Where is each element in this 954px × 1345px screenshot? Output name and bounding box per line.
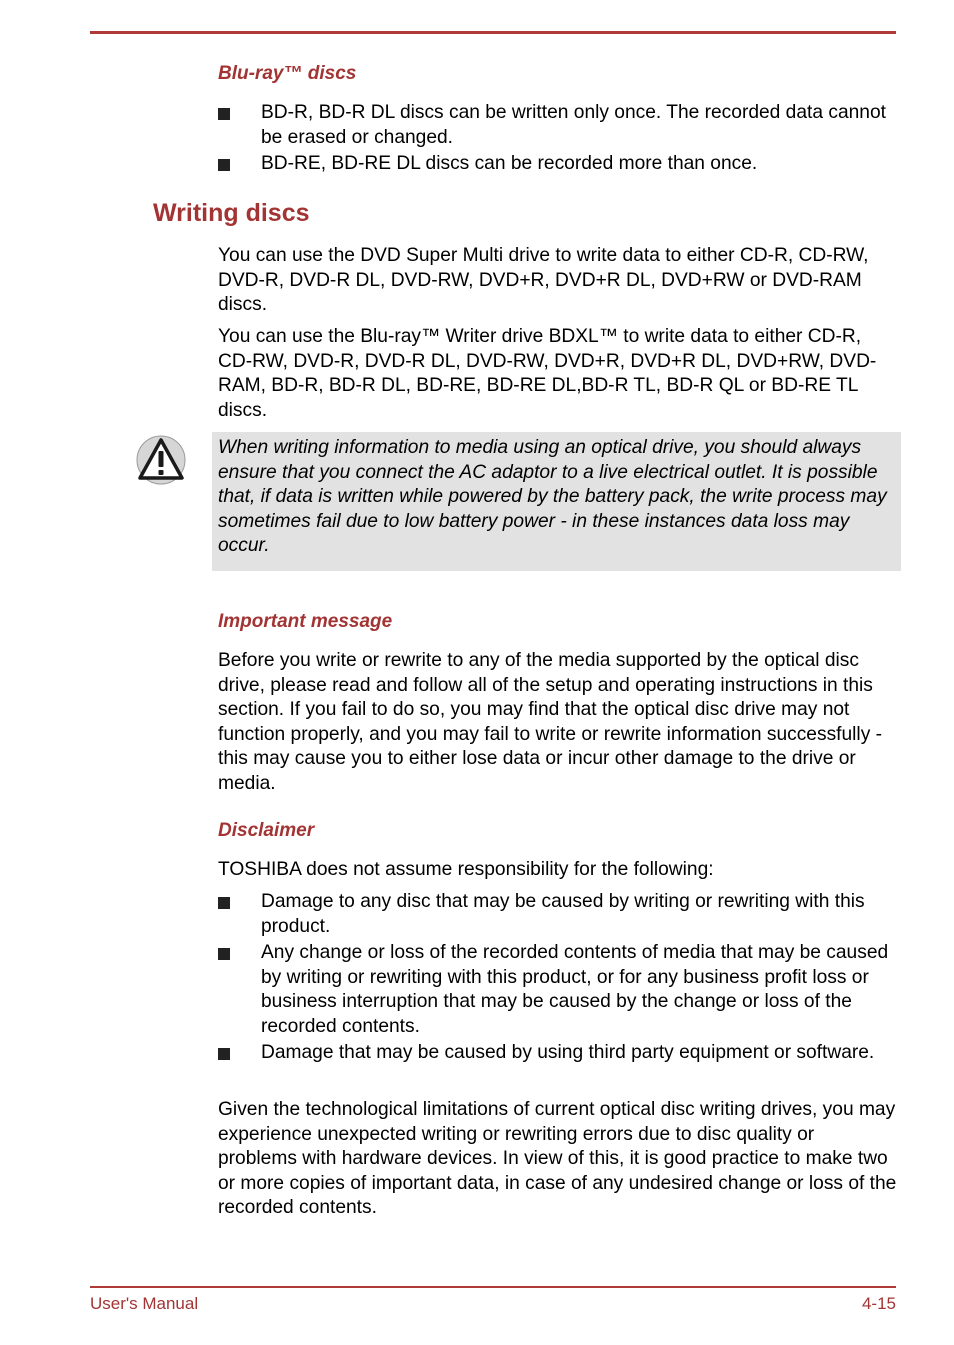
bullet-square-icon xyxy=(218,948,230,960)
footer-manual-title: User's Manual xyxy=(90,1294,199,1313)
list-item xyxy=(218,1041,898,1066)
warning-note-text: When writing information to media using an optical drive, you should always ensure that you connect the AC adaptor to a live electrical outlet. It is possible that, if data is written while powered by the battery pack, the write process may sometimes fail due to low battery power - in these instances data loss may occur. xyxy=(218,437,887,556)
important-message-heading: Important message xyxy=(218,611,393,632)
blu-ray-heading: Blu-ray™ discs xyxy=(218,63,357,84)
writing-paragraph-2: You can use the Blu-ray™ Writer drive BDXL™ to write data to either CD-R, CD-RW, DVD-R, DVD-R DL, DVD-RW, DVD+R, DVD+R DL, DVD+RW, DVD-RAM, BD-R, BD-R DL, BD-RE, BD-RE DL,BD-R TL, BD-R QL or BD-RE TL discs. xyxy=(218,326,877,421)
list-item xyxy=(218,101,898,150)
list-item-text: Damage that may be caused by using third party equipment or software. xyxy=(261,1042,875,1063)
bullet-square-icon xyxy=(218,108,230,120)
footer-rule xyxy=(90,1286,896,1288)
blu-ray-list xyxy=(218,101,898,179)
disclaimer-heading: Disclaimer xyxy=(218,820,315,841)
list-item xyxy=(218,152,898,177)
footer-page-number: 4-15 xyxy=(861,1294,896,1313)
warning-triangle-icon xyxy=(135,434,187,486)
disclaimer-intro: TOSHIBA does not assume responsibility for the following: xyxy=(218,859,714,880)
list-item xyxy=(218,890,898,939)
disclaimer-list xyxy=(218,890,898,1068)
disclaimer-closing: Given the technological limitations of current optical disc writing drives, you may experience unexpected writing or rewriting errors due to disc quality or problems with hardware devices. In view of this, it is good practice to make two or more copies of important data, in case of any undesired change or loss of the recorded contents. xyxy=(218,1099,897,1218)
list-item-text: BD-R, BD-R DL discs can be written only once. The recorded data cannot be erased or changed. xyxy=(261,102,886,148)
writing-paragraph-1: You can use the DVD Super Multi drive to write data to either CD-R, CD-RW, DVD-R, DVD-R DL, DVD-RW, DVD+R, DVD+R DL, DVD+RW or DVD-RAM discs. xyxy=(218,245,869,315)
list-item-text: BD-RE, BD-RE DL discs can be recorded more than once. xyxy=(261,153,758,174)
writing-discs-heading: Writing discs xyxy=(153,199,310,227)
header-rule xyxy=(90,31,896,34)
bullet-square-icon xyxy=(218,897,230,909)
bullet-square-icon xyxy=(218,159,230,171)
list-item xyxy=(218,941,898,1039)
list-item-text: Any change or loss of the recorded contents of media that may be caused by writing or rewriting with this product, or for any business profit loss or business interruption that may be caused by the change or loss of the recorded contents. xyxy=(261,942,889,1037)
bullet-square-icon xyxy=(218,1048,230,1060)
list-item-text: Damage to any disc that may be caused by writing or rewriting with this product. xyxy=(261,891,865,937)
important-message-paragraph: Before you write or rewrite to any of the media supported by the optical disc drive, please read and follow all of the setup and operating instructions in this section. If you fail to do so, you may find that the optical disc drive may not function properly, and you may fail to write or rewrite information successfully - this may cause you to either lose data or incur other damage to the drive or media. xyxy=(218,650,883,794)
